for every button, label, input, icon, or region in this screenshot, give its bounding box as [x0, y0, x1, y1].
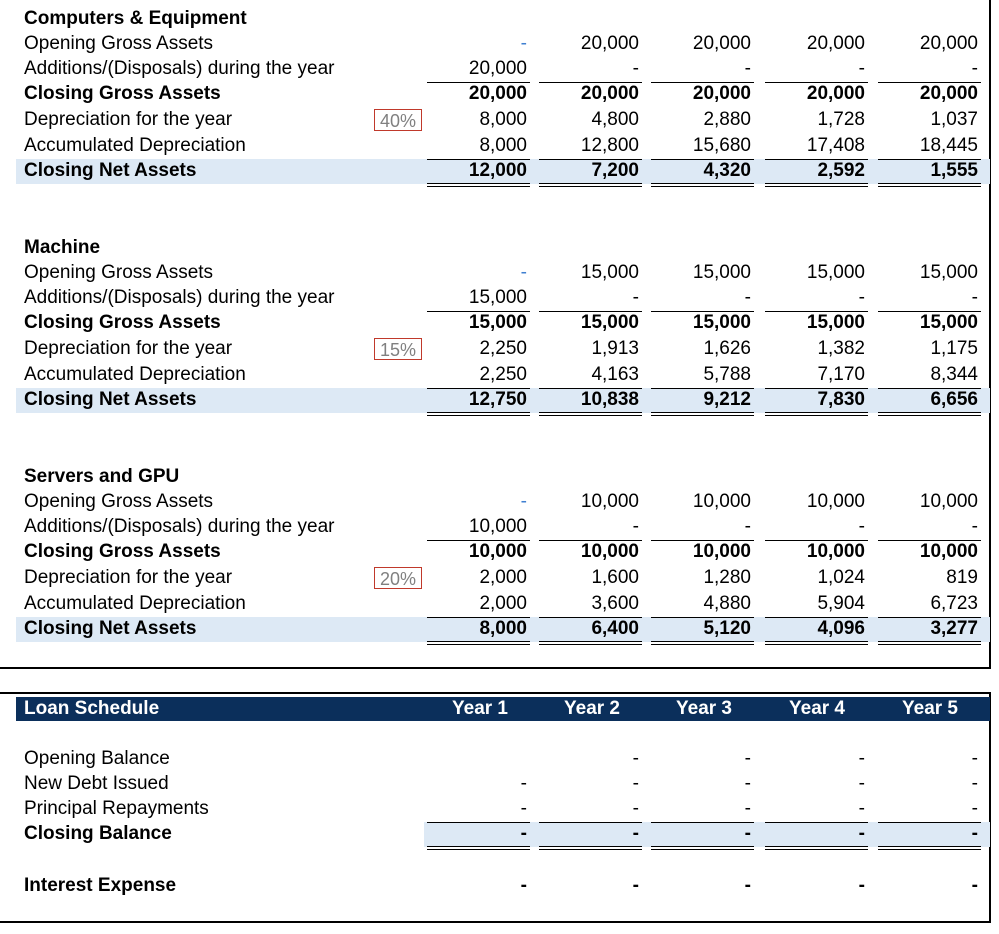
table-row: Interest Expense - - - - -	[24, 875, 978, 896]
depreciation-rate-input[interactable]: 15%	[374, 338, 422, 360]
table-row: Additions/(Disposals) during the year 10,000 - - - -	[24, 516, 978, 537]
table-row: Closing Gross Assets 15,000 15,000 15,000 15,000 15,000	[24, 312, 978, 333]
section-title: Computers & Equipment	[24, 8, 247, 29]
table-row: New Debt Issued - - - - -	[24, 773, 978, 794]
table-row: Closing Net Assets 8,000 6,400 5,120 4,096 3,277	[24, 618, 978, 639]
assets-panel-bottom-line	[0, 667, 991, 669]
table-row: Additions/(Disposals) during the year 20,000 - - - -	[24, 58, 978, 79]
table-row: Closing Balance - - - - -	[24, 823, 978, 844]
table-row: Opening Gross Assets - 15,000 15,000 15,000 15,000	[24, 262, 978, 283]
table-row: Depreciation for the year 2,250 1,913 1,626 1,382 1,175	[24, 338, 978, 359]
loan-panel-bottom-line	[0, 921, 991, 923]
table-row: Accumulated Depreciation 2,250 4,163 5,788 7,170 8,344	[24, 364, 978, 385]
year-5-header: Year 5	[902, 698, 958, 719]
table-row: Principal Repayments - - - - -	[24, 798, 978, 819]
table-row: Depreciation for the year 8,000 4,800 2,880 1,728 1,037	[24, 109, 978, 130]
table-row: Opening Gross Assets - 20,000 20,000 20,000 20,000	[24, 33, 978, 54]
table-row: Accumulated Depreciation 8,000 12,800 15,680 17,408 18,445	[24, 135, 978, 156]
section-title: Servers and GPU	[24, 466, 180, 487]
table-row: Opening Gross Assets - 10,000 10,000 10,000 10,000	[24, 491, 978, 512]
table-row: Closing Gross Assets 20,000 20,000 20,000 20,000 20,000	[24, 83, 978, 104]
year-2-header: Year 2	[564, 698, 620, 719]
loan-schedule-title: Loan Schedule	[24, 698, 160, 719]
year-4-header: Year 4	[789, 698, 845, 719]
loan-schedule-header	[16, 697, 990, 721]
table-row: Closing Net Assets 12,000 7,200 4,320 2,592 1,555	[24, 160, 978, 181]
table-row: Depreciation for the year 2,000 1,600 1,280 1,024 819	[24, 567, 978, 588]
table-row: Additions/(Disposals) during the year 15,000 - - - -	[24, 287, 978, 308]
depreciation-rate-input[interactable]: 20%	[374, 567, 422, 589]
table-row: Opening Balance - - - -	[24, 748, 978, 769]
section-title: Machine	[24, 237, 101, 258]
table-row: Closing Gross Assets 10,000 10,000 10,000 10,000 10,000	[24, 541, 978, 562]
table-row: Accumulated Depreciation 2,000 3,600 4,880 5,904 6,723	[24, 593, 978, 614]
table-row: Closing Net Assets 12,750 10,838 9,212 7,830 6,656	[24, 389, 978, 410]
depreciation-rate-input[interactable]: 40%	[374, 109, 422, 131]
year-1-header: Year 1	[452, 698, 508, 719]
year-3-header: Year 3	[676, 698, 732, 719]
